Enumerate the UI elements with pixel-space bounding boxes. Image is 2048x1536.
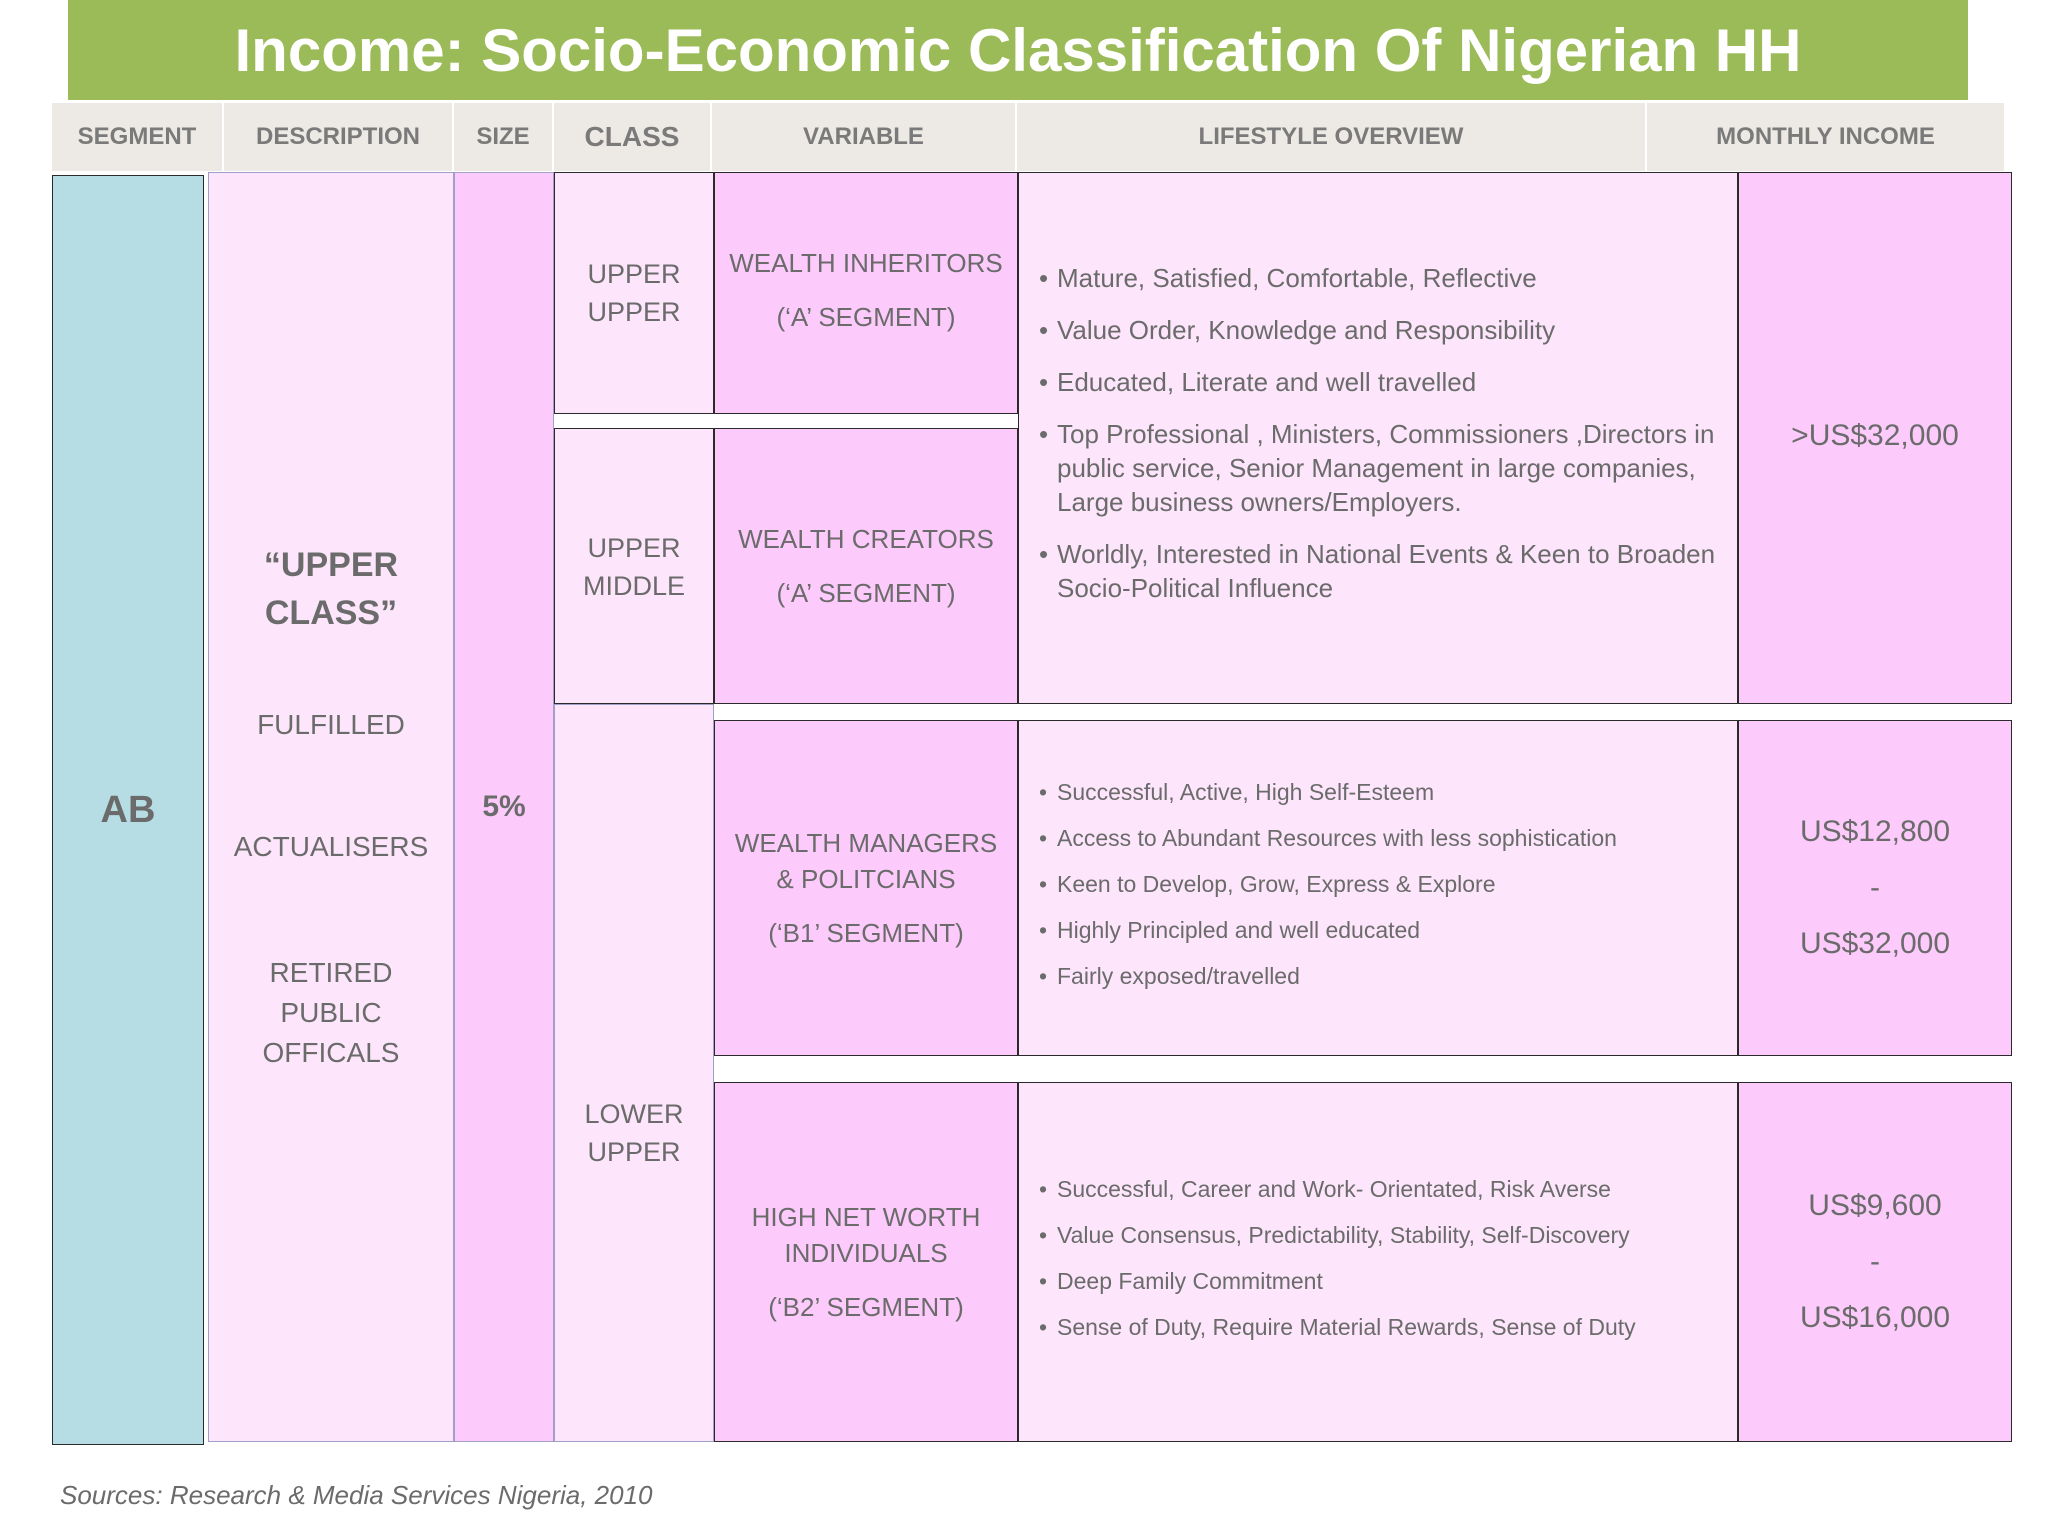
variable-cell: [714, 1082, 1018, 1442]
header-segment: SEGMENT: [52, 103, 224, 171]
segment-label: AB: [100, 788, 156, 831]
source-note: Sources: Research & Media Services Nigeria, 2010: [60, 1480, 653, 1510]
table-header: [52, 103, 2004, 171]
description-item: FULFILLED: [257, 709, 405, 740]
lifestyle-cell: [1018, 172, 1738, 704]
variable-name: WEALTH MANAGERS & POLITCIANS: [734, 828, 998, 894]
income-to: US$16,000: [1799, 1301, 1951, 1334]
variable-name: WEALTH INHERITORS: [729, 248, 1003, 278]
lifestyle-item: • Fairly exposed/travelled: [1039, 961, 1617, 991]
lifestyle-item: • Sense of Duty, Require Material Rewards, Sense of Duty: [1039, 1312, 1636, 1342]
income-from: US$12,800: [1799, 815, 1951, 848]
income-cell: [1738, 1082, 2012, 1442]
lifestyle-cell: [1018, 1082, 1738, 1442]
lifestyle-item: • Access to Abundant Resources with less sophistication: [1039, 823, 1617, 853]
variable-cell: [714, 428, 1018, 704]
description-cell: [208, 172, 454, 1442]
header-monthly-income: MONTHLY INCOME: [1716, 123, 1935, 150]
income-separator: -: [1870, 1245, 1880, 1278]
lifestyle-list: [1039, 253, 1717, 623]
class-cell: [554, 172, 714, 414]
income-from: US$9,600: [1808, 1189, 1942, 1222]
lifestyle-item: • Value Order, Knowledge and Responsibility: [1039, 313, 1717, 347]
description-item: ACTUALISERS: [233, 831, 429, 862]
income-cell: [1738, 720, 2012, 1056]
lifestyle-item: • Keen to Develop, Grow, Express & Explore: [1039, 869, 1617, 899]
lifestyle-item: • Deep Family Commitment: [1039, 1266, 1636, 1296]
income-value: >US$32,000: [1791, 419, 1959, 452]
lifestyle-item: • Educated, Literate and well travelled: [1039, 365, 1717, 399]
segment-cell: [52, 175, 204, 1445]
lifestyle-list: [1039, 1166, 1636, 1358]
header-description: DESCRIPTION: [224, 103, 454, 171]
lifestyle-item: • Mature, Satisfied, Comfortable, Reflective: [1039, 261, 1717, 295]
description-item: RETIRED PUBLIC OFFICALS: [262, 957, 400, 1068]
class-label: UPPER MIDDLE: [582, 533, 685, 601]
lifestyle-item: • Worldly, Interested in National Events & Keen to Broaden Socio-Political Influence: [1039, 537, 1717, 605]
class-label: UPPER UPPER: [587, 259, 681, 327]
variable-segment: (‘B2’ SEGMENT): [768, 1292, 964, 1322]
income-separator: -: [1870, 871, 1880, 904]
variable-name: HIGH NET WORTH INDIVIDUALS: [751, 1202, 981, 1268]
variable-cell: [714, 172, 1018, 414]
header-variable: VARIABLE: [712, 103, 1017, 171]
variable-segment: (‘B1’ SEGMENT): [768, 918, 964, 948]
lifestyle-item: • Value Consensus, Predictability, Stability, Self-Discovery: [1039, 1220, 1636, 1250]
income-to: US$32,000: [1799, 927, 1951, 960]
header-size: SIZE: [454, 103, 554, 171]
size-cell: [454, 172, 554, 1442]
lifestyle-item: • Successful, Active, High Self-Esteem: [1039, 777, 1617, 807]
lifestyle-cell: [1018, 720, 1738, 1056]
lifestyle-item: • Highly Principled and well educated: [1039, 915, 1617, 945]
lifestyle-list: [1039, 769, 1617, 1007]
variable-name: WEALTH CREATORS: [738, 524, 994, 554]
header-class: CLASS: [554, 103, 712, 171]
variable-segment: (‘A’ SEGMENT): [776, 578, 956, 608]
lifestyle-item: • Successful, Career and Work- Orientated, Risk Averse: [1039, 1174, 1636, 1204]
income-cell: [1738, 172, 2012, 704]
class-cell: [554, 704, 714, 1442]
lifestyle-item: • Top Professional , Ministers, Commissioners ,Directors in public service, Senior Management in large companies, Large business owners/Employers.: [1039, 417, 1717, 519]
description-main: “UPPER CLASS”: [263, 546, 399, 632]
variable-segment: (‘A’ SEGMENT): [776, 302, 956, 332]
header-lifestyle: LIFESTYLE OVERVIEW: [1017, 103, 1647, 171]
class-cell: [554, 428, 714, 704]
class-label: LOWER UPPER: [584, 1099, 684, 1167]
variable-cell: [714, 720, 1018, 1056]
page-title: Income: Socio-Economic Classification Of Nigerian HH: [68, 0, 1968, 100]
size-value: 5%: [482, 790, 526, 823]
